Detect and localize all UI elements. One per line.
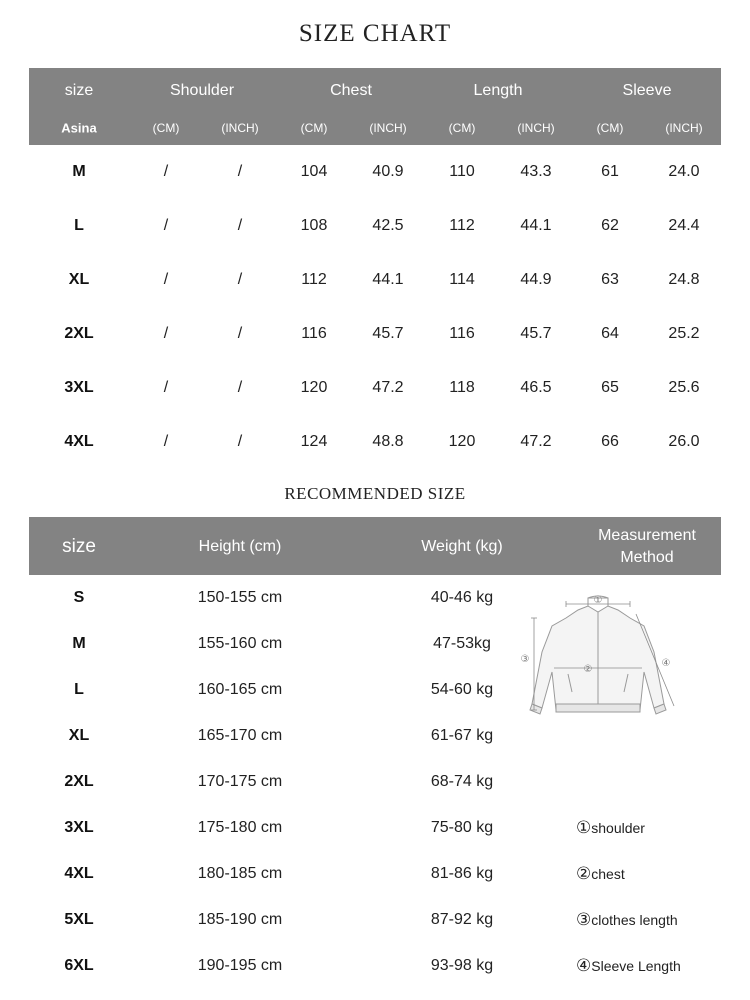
- size-cell: S: [73, 589, 85, 606]
- height-cell: 155-160 cm: [197, 635, 283, 652]
- value-cell: 44.9: [520, 271, 552, 288]
- value-cell: 61: [601, 163, 619, 180]
- value-cell: 24.8: [668, 271, 700, 288]
- weight-cell: 75-80 kg: [430, 819, 494, 836]
- value-cell: /: [163, 379, 169, 396]
- value-cell: 47.2: [372, 379, 404, 396]
- legend-item: [576, 818, 645, 838]
- recommended-size-title: RECOMMENDED SIZE: [284, 484, 466, 503]
- value-cell: 104: [300, 163, 328, 180]
- value-cell: 65: [601, 379, 619, 396]
- legend-number: ③: [576, 910, 592, 930]
- method-header-line1: Measurement: [598, 527, 696, 544]
- value-cell: 47.2: [520, 433, 552, 450]
- unit-header: (CM): [152, 121, 180, 135]
- value-cell: /: [237, 325, 243, 342]
- size-cell: L: [74, 681, 84, 698]
- size-cell: L: [74, 217, 84, 234]
- value-cell: 110: [449, 163, 475, 180]
- size-cell: 4XL: [64, 865, 94, 882]
- value-cell: 124: [300, 433, 328, 450]
- size-cell: 5XL: [64, 911, 94, 928]
- legend-item: [576, 910, 678, 930]
- unit-header: (INCH): [369, 121, 407, 135]
- value-cell: /: [237, 379, 243, 396]
- value-cell: 24.0: [668, 163, 700, 180]
- value-cell: 26.0: [668, 433, 700, 450]
- size-cell: 3XL: [64, 819, 94, 836]
- column-group-length: Length: [473, 82, 523, 99]
- value-cell: 64: [601, 325, 619, 342]
- column-group-shoulder: Shoulder: [169, 82, 235, 99]
- height-cell: 165-170 cm: [197, 727, 283, 744]
- size-cell: XL: [68, 271, 90, 288]
- value-cell: /: [163, 271, 169, 288]
- size-cell: M: [72, 635, 86, 652]
- weight-cell: 87-92 kg: [430, 911, 494, 928]
- legend-item: [576, 864, 625, 884]
- value-cell: 44.1: [520, 217, 552, 234]
- value-cell: 120: [448, 433, 476, 450]
- legend-number: ①: [576, 818, 592, 838]
- height-cell: 180-185 cm: [197, 865, 283, 882]
- column-group-sleeve: Sleeve: [622, 82, 672, 99]
- weight-cell: 47-53kg: [433, 635, 491, 652]
- value-cell: 25.6: [668, 379, 700, 396]
- value-cell: /: [163, 433, 169, 450]
- height-cell: 185-190 cm: [197, 911, 283, 928]
- value-cell: /: [237, 271, 243, 288]
- weight-header: Weight (kg): [421, 538, 503, 555]
- value-cell: 62: [601, 217, 619, 234]
- size-cell: XL: [68, 727, 90, 744]
- value-cell: 45.7: [372, 325, 404, 342]
- legend-number: ②: [576, 864, 592, 884]
- weight-cell: 40-46 kg: [430, 589, 494, 606]
- height-header: Height (cm): [198, 538, 282, 555]
- value-cell: 24.4: [668, 217, 700, 234]
- unit-header: (CM): [596, 121, 624, 135]
- height-cell: 175-180 cm: [197, 819, 283, 836]
- size-cell: M: [72, 163, 86, 180]
- weight-cell: 54-60 kg: [430, 681, 494, 698]
- size-cell: 3XL: [64, 379, 94, 396]
- marker-4-label: ④: [661, 658, 671, 669]
- legend-label: Sleeve Length: [591, 958, 681, 974]
- value-cell: 108: [300, 217, 328, 234]
- value-cell: 66: [601, 433, 619, 450]
- weight-cell: 81-86 kg: [430, 865, 494, 882]
- value-cell: 44.1: [372, 271, 404, 288]
- value-cell: 40.9: [372, 163, 404, 180]
- unit-header: (CM): [300, 121, 328, 135]
- legend-label: chest: [591, 866, 625, 882]
- height-cell: 150-155 cm: [197, 589, 283, 606]
- value-cell: /: [163, 325, 169, 342]
- value-cell: 42.5: [372, 217, 404, 234]
- value-cell: /: [163, 217, 169, 234]
- value-cell: 114: [449, 271, 475, 288]
- weight-cell: 68-74 kg: [430, 773, 494, 790]
- weight-cell: 61-67 kg: [430, 727, 494, 744]
- value-cell: 120: [300, 379, 328, 396]
- value-cell: 45.7: [520, 325, 552, 342]
- value-cell: /: [237, 217, 243, 234]
- value-cell: 46.5: [520, 379, 552, 396]
- marker-3-label: ③: [520, 654, 530, 665]
- marker-1-label: ①: [593, 595, 603, 606]
- legend-label: clothes length: [591, 912, 678, 928]
- value-cell: 112: [301, 271, 327, 288]
- value-cell: 25.2: [668, 325, 700, 342]
- column-group-chest: Chest: [330, 82, 372, 99]
- legend-item: [576, 956, 681, 976]
- jacket-measurement-diagram-icon: [516, 592, 680, 730]
- value-cell: /: [237, 163, 243, 180]
- value-cell: 63: [601, 271, 619, 288]
- size-cell: 2XL: [64, 325, 94, 342]
- value-cell: 112: [449, 217, 475, 234]
- size-chart-title: SIZE CHART: [298, 20, 452, 47]
- value-cell: /: [237, 433, 243, 450]
- size-cell: 2XL: [64, 773, 94, 790]
- height-cell: 160-165 cm: [197, 681, 283, 698]
- value-cell: 118: [449, 379, 475, 396]
- height-cell: 190-195 cm: [197, 957, 283, 974]
- marker-2-label: ②: [583, 664, 593, 675]
- value-cell: 116: [301, 325, 327, 342]
- unit-header: (CM): [448, 121, 476, 135]
- value-cell: 43.3: [520, 163, 552, 180]
- size-header-label: size: [64, 82, 94, 99]
- legend-number: ④: [576, 956, 592, 976]
- value-cell: 116: [449, 325, 475, 342]
- method-header-line2: Method: [620, 549, 674, 566]
- size-header-label: size: [62, 536, 96, 557]
- value-cell: 48.8: [372, 433, 404, 450]
- size-cell: 4XL: [64, 433, 94, 450]
- weight-cell: 93-98 kg: [430, 957, 494, 974]
- brand-label: Asina: [61, 120, 97, 136]
- unit-header: (INCH): [665, 121, 703, 135]
- unit-header: (INCH): [517, 121, 555, 135]
- legend-label: shoulder: [591, 820, 645, 836]
- size-cell: 6XL: [64, 957, 94, 974]
- value-cell: /: [163, 163, 169, 180]
- unit-header: (INCH): [221, 121, 259, 135]
- height-cell: 170-175 cm: [197, 773, 283, 790]
